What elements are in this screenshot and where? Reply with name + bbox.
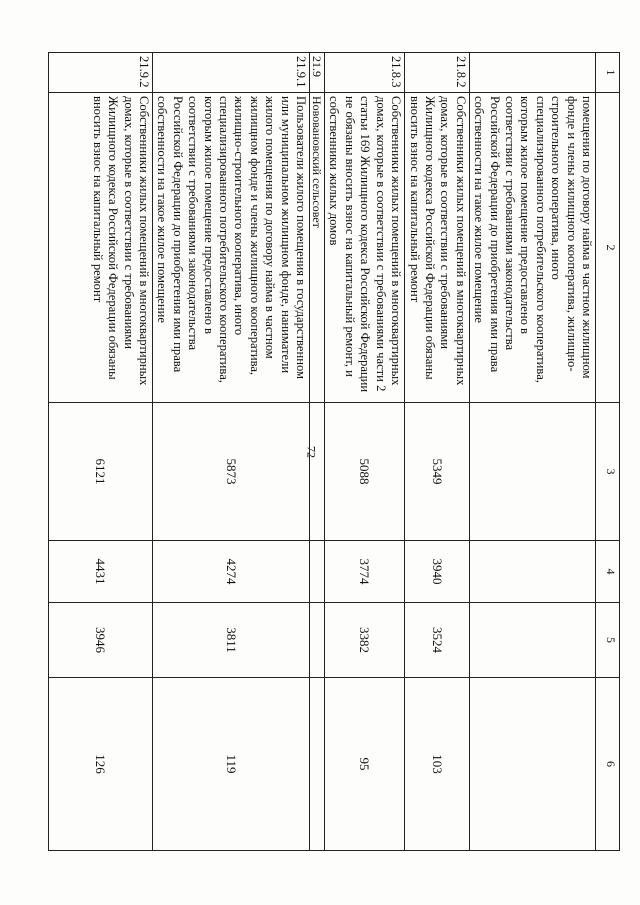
row-code: 21.9.1 (153, 53, 310, 93)
table-row (469, 53, 595, 851)
section-title: Нововановский сельсовет (310, 93, 325, 403)
row-value-col5 (469, 603, 595, 678)
row-value-col6 (469, 678, 595, 851)
row-value-col3 (469, 403, 595, 541)
row-value-col5 (310, 603, 325, 678)
table-row (49, 53, 153, 851)
row-value-col6: 95 (325, 678, 405, 851)
row-value-col4 (469, 541, 595, 603)
row-code (469, 53, 595, 93)
row-description: Собственники жилых помещений в многоквартирных домах, которые в соответствии с требованиями Жилищного кодекса Российской Федерации обязаны вносить взнос на капитальный ремонт (49, 93, 153, 403)
row-value-col6: 126 (49, 678, 153, 851)
row-value-col4 (310, 541, 325, 603)
row-value-col3: 5088 (325, 403, 405, 541)
row-value-col5: 3524 (405, 603, 470, 678)
row-value-col3: 5349 (405, 403, 470, 541)
row-value-col6: 119 (153, 678, 310, 851)
header-cell: 4 (596, 541, 620, 603)
row-value-col6 (310, 678, 325, 851)
row-description: Собственники жилых помещений в многоквартирных домах, которые в соответствии с требованиями части 2 статьи 169 Жилищного кодекса Российской Федерации не обязаны вносить взнос на капитальный ремонт, и собственники жилых домов (325, 93, 405, 403)
header-cell: 5 (596, 603, 620, 678)
row-value-col4: 3940 (405, 541, 470, 603)
table-row-section (310, 53, 325, 851)
table-row (405, 53, 470, 851)
row-code: 21.8.2 (405, 53, 470, 93)
table-header-row (596, 53, 620, 851)
row-code: 21.9 (310, 53, 325, 93)
row-description: Пользователи жилого помещения в государственном или муниципальном жилищном фонде, наниматели жилого помещения по договору найма в частном жилищном фонде и члены жилищного кооператива, жилищно-строительного кооператива, иного специализированного потребительского кооператива, которым жилое помещение предоставлено в соответствии с требованиями законодательства Российской Федерации до приобретения ими права собственности на такое жилое помещение (153, 93, 310, 403)
row-value-col5: 3811 (153, 603, 310, 678)
row-value-col5: 3946 (49, 603, 153, 678)
row-description: помещения по договору найма в частном жилищном фонде и члены жилищного кооператива, жилищно-строительного кооператива, иного специализированного потребительского кооператива, которым жилое помещение предоставлено в соответствии с требованиями законодательства Российской Федерации до приобретения ими права собственности на такое жилое помещение (469, 93, 595, 403)
row-value-col3 (310, 403, 325, 541)
row-code: 21.9.2 (49, 53, 153, 93)
row-value-col6: 103 (405, 678, 470, 851)
header-cell: 1 (596, 53, 620, 93)
rotated-table-wrapper (82, 52, 620, 850)
page-number: 72 (304, 446, 319, 458)
table-row (325, 53, 405, 851)
row-value-col5: 3382 (325, 603, 405, 678)
row-description: Собственники жилых помещений в многоквартирных домах, которые в соответствии с требованиями Жилищного кодекса Российской Федерации обязаны вносить взнос на капитальный ремонт (405, 93, 470, 403)
tariff-table (48, 52, 620, 851)
header-cell: 3 (596, 403, 620, 541)
row-value-col4: 4274 (153, 541, 310, 603)
row-value-col4: 4431 (49, 541, 153, 603)
header-cell: 2 (596, 93, 620, 403)
row-code: 21.8.3 (325, 53, 405, 93)
table-row (153, 53, 310, 851)
row-value-col4: 3774 (325, 541, 405, 603)
row-value-col3: 6121 (49, 403, 153, 541)
header-cell: 6 (596, 678, 620, 851)
row-value-col3: 5873 (153, 403, 310, 541)
